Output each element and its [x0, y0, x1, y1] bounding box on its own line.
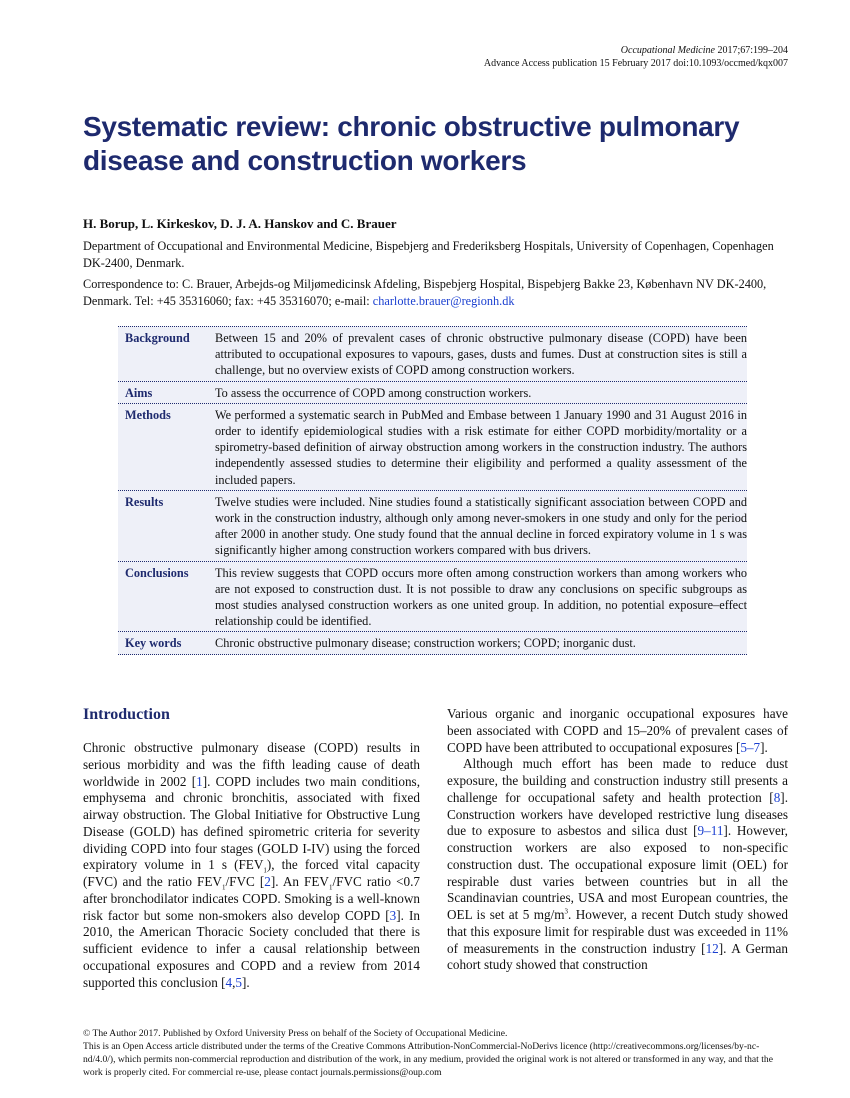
- intro-paragraph-2: Various organic and inorganic occupational exposures have been associated with COPD and 15–20% of prevalent cases of COPD have been attributed to occupational exposures [5–7].: [447, 706, 788, 755]
- abstract-text: To assess the occurrence of COPD among construction workers.: [215, 385, 532, 400]
- citation-link[interactable]: 8: [773, 789, 781, 805]
- abstract-text: Chronic obstructive pulmonary disease; construction workers; COPD; inorganic dust.: [215, 636, 636, 651]
- license: This is an Open Access article distributed under the terms of the Creative Commons Attribution-NonCommercial-NoDerivs licence (http://creativecommons.org/licenses/by-nc-nd/4.0/), which permits non-commercial reproduction and distribution of the work, in any medium, provided the original work is not altered or transformed in any way, and that the work is properly cited. For commercial re-use, please contact journals.permissions@oup.com: [83, 1041, 773, 1078]
- abstract-label: Background: [125, 331, 190, 345]
- abstract-label: Aims: [125, 385, 153, 400]
- abstract-text: This review suggests that COPD occurs more often among construction workers than among workers who are not exposed to construction dust. It is not possible to draw any conclusions on specific subgroups as most studies analysed construction workers as one united group. In addition, no potential exposure–effect relationship could be identified.: [215, 565, 747, 629]
- abstract-row-results: [118, 491, 747, 562]
- abstract-text: Between 15 and 20% of prevalent cases of chronic obstructive pulmonary disease (COPD) have been attributed to occupational exposures to vapours, gases, dusts and fumes. Dust at construction sites is still a challenge, but no overview exists of COPD among construction workers.: [215, 331, 747, 378]
- access-line: Advance Access publication 15 February 2017 doi:10.1093/occmed/kqx007: [483, 58, 788, 69]
- abstract-row-conclusions: [118, 562, 747, 633]
- abstract-label: Key words: [125, 636, 182, 651]
- section-heading-introduction: Introduction: [83, 706, 170, 723]
- intro-paragraph-3: Although much effort has been made to reduce dust exposure, the building and construction industry still presents a challenge for occupational safety and health protection [8]. Construction workers have developed restrictive lung diseases due to exposure to asbestos and silica dust [9–11]. However, construction workers are also exposed to non-specific construction dust. The occupational exposure limit (OEL) for respirable dust varies between countries but in all the Scandinavian countries, USA and most European countries, the OEL is set at 5 $mg/m^3$. However, a recent Dutch study showed that this exposure limit for respirable dust was exceeded in 11% of measurements in the construction industry [12]. A German cohort study showed that construction: [447, 756, 788, 973]
- citation-link[interactable]: 4: [225, 974, 233, 990]
- copyright: © The Author 2017. Published by Oxford University Press on behalf of the Society of Occupational Medicine.: [83, 1028, 508, 1039]
- abstract-row-aims: [118, 382, 747, 404]
- abstract-label: Methods: [125, 407, 171, 422]
- citation-link[interactable]: 1: [196, 773, 203, 789]
- abstract-row-key-words: [118, 632, 747, 654]
- citation-link[interactable]: 2: [264, 874, 271, 889]
- email-link[interactable]: charlotte.brauer@regionh.dk: [372, 293, 515, 308]
- citation-link[interactable]: 9–11: [697, 823, 724, 839]
- journal-name: Occupational Medicine: [620, 45, 715, 56]
- journal-header: [484, 44, 788, 70]
- affiliation: Department of Occupational and Environmental Medicine, Bispebjerg and Frederiksberg Hospitals, University of Copenhagen, Copenhagen DK-2400, Denmark.: [83, 239, 774, 270]
- citation-link[interactable]: 5: [235, 974, 242, 990]
- abstract-box: [118, 326, 747, 655]
- footer: [83, 1027, 773, 1079]
- article-title: Systematic review: chronic obstructive pulmonary disease and construction workers: [83, 111, 740, 176]
- right-column: [447, 706, 788, 974]
- abstract-label: Results: [125, 494, 164, 509]
- abstract-text: We performed a systematic search in PubMed and Embase between 1 January 1990 and 31 August 2016 in order to identify epidemiological studies with a risk estimate for either COPD morbidity/mortality or a spirometry-based definition of airway obstruction among workers in the construction industry. The authors independently assessed studies to determine their eligibility and performed a quality assessment of the included papers.: [215, 407, 747, 487]
- abstract-row-background: [118, 327, 747, 382]
- citation-link[interactable]: 5–7: [740, 739, 761, 755]
- correspondence: [83, 276, 793, 309]
- intro-paragraph-1: Chronic obstructive pulmonary disease (COPD) results in serious morbidity and was the fifth leading cause of death worldwide in 2002 [1]. COPD includes two main conditions, emphysema and chronic bronchitis, associated with fixed airway obstruction. The Global Initiative for Obstructive Lung Disease (GOLD) has defined spirometric criteria for severity dividing COPD into four stages (GOLD I-IV) using the forced expiratory volume in 1 s $(FEV_1)$, the forced vital capacity (FVC) and the ratio $FEV_1$/FVC [2]. An $FEV_1$/FVC ratio <0.7 after bronchodilator indicates COPD. Smoking is a well-known risk factor but some non-smokers also develop COPD [3]. In 2010, the American Thoracic Society concluded that there is sufficient evidence to infer a causal relationship between occupational exposures and COPD and a review from 2014 supported this conclusion [4,5].: [83, 740, 421, 990]
- citation-link[interactable]: 12: [705, 940, 719, 956]
- correspondence-text: Correspondence to: C. Brauer, Arbejds-og Miljømedicinsk Afdeling, Bispebjerg Hospital, Bispebjerg Bakke 23, København NV DK-2400, Denmark. Tel: +45 35316060; fax: +45 35316070; e-mail:: [83, 277, 767, 308]
- citation: 2017;67:199–204: [717, 45, 788, 56]
- left-column: [83, 740, 420, 991]
- abstract-row-methods: [118, 404, 747, 491]
- abstract-text: Twelve studies were included. Nine studies found a statistically significant association between COPD and work in the construction industry, although only among never-smokers in one study and only for the period after 2000 in another study. One study found that the annual decline in forced expiratory volume in 1 s was significantly higher among construction workers compared with bus drivers.: [215, 494, 747, 558]
- authors: H. Borup, L. Kirkeskov, D. J. A. Hanskov and C. Brauer: [83, 216, 397, 231]
- citation-link[interactable]: 3: [389, 907, 397, 923]
- abstract-label: Conclusions: [125, 565, 189, 580]
